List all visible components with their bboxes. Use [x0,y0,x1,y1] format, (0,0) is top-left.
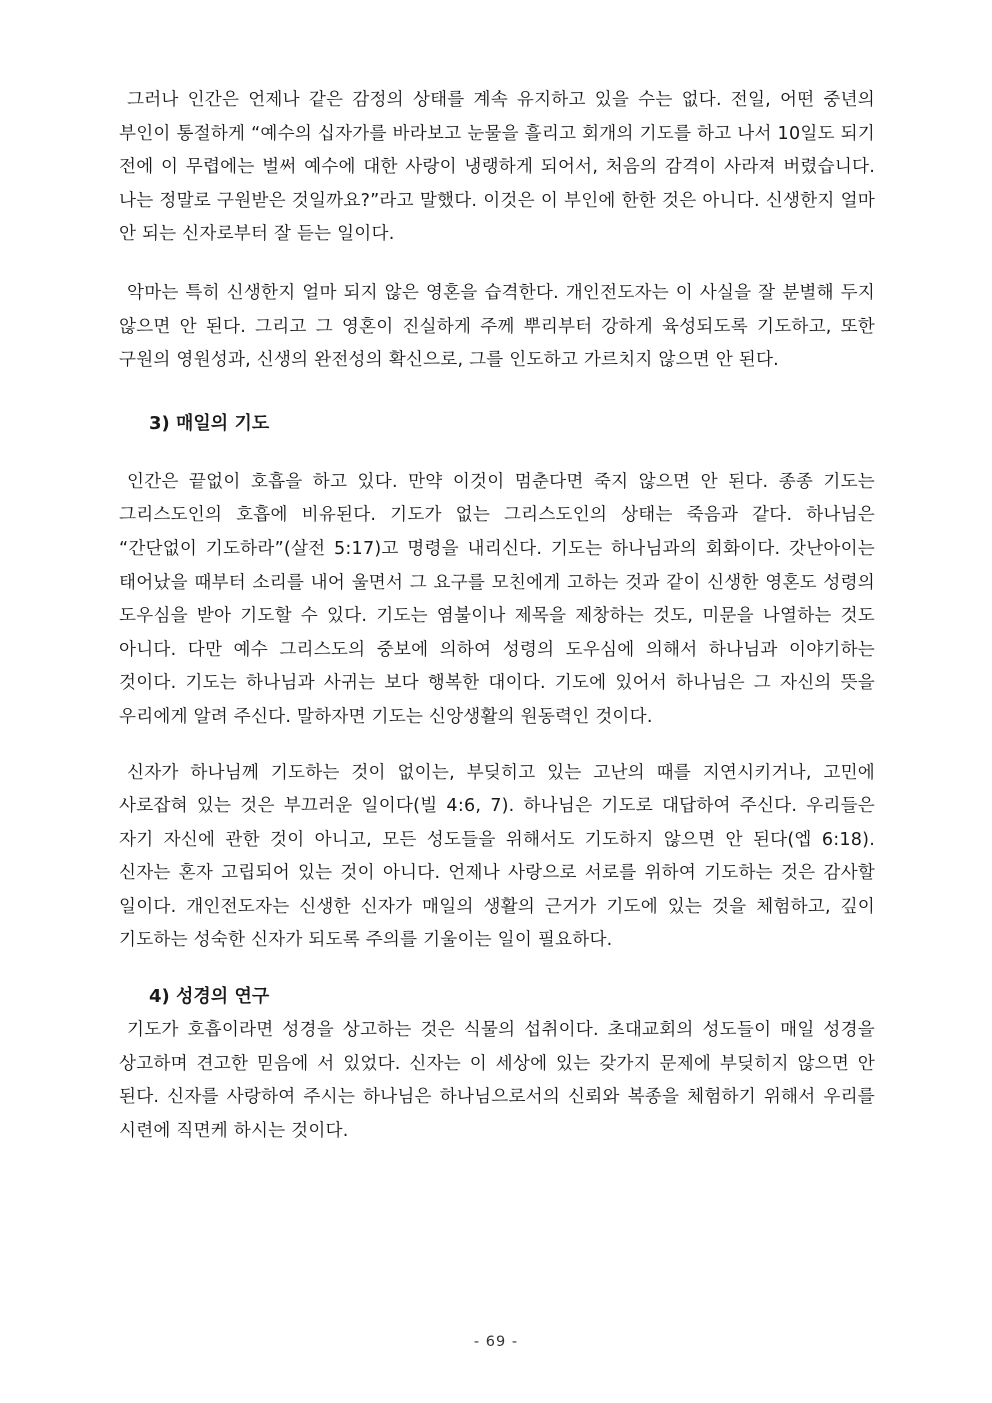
paragraph-bible-food: 기도가 호흡이라면 성경을 상고하는 것은 식물의 섭취이다. 초대교회의 성도들이 매일 성경을 상고하며 견고한 믿음에 서 있었다. 신자는 이 세상에 있는 갖가지 문제에 부딪히지 않으면 안 된다. 신자를 사랑하여 주시는 하나님은 하나님으로서의 신뢰와 복종을 체험하기 위해서 우리를 시련에 직면케 하시는 것이다. [119,1020,875,1141]
section-spacer [119,958,875,980]
paragraph-spacer [119,252,875,277]
paragraph-prayer-breathing: 인간은 끝없이 호흡을 하고 있다. 만약 이것이 멈춘다면 죽지 않으면 안 된다. 종종 기도는 그리스도인의 호흡에 비유된다. 기도가 없는 그리스도인의 상태는 죽음과 같다. 하나님은 “간단없이 기도하라”(살전 5:17)고 명령을 내리신다. 기도는 하나님과의 회화이다. 갓난아이는 태어났을 때부터 소리를 내어 울면서 그 요구를 모친에게 고하는 것과 같이 신생한 영혼도 성령의 도우심을 받아 기도할 수 있다. 기도는 염불이나 제목을 제창하는 것도, 미문을 나열하는 것도 아니다. 다만 예수 그리스도의 중보에 의하여 성령의 도우심에 의해서 하나님과 이야기하는 것이다. 기도는 하나님과 사귀는 보다 행복한 대이다. 기도에 있어서 하나님은 그 자신의 뜻을 우리에게 알려 주신다. 말하자면 기도는 신앙생활의 원동력인 것이다. [119,471,875,727]
paragraph-emotional-state: 그러나 인간은 언제나 같은 감정의 상태를 계속 유지하고 있을 수는 없다. 전일, 어떤 중년의 부인이 통절하게 “예수의 십자가를 바라보고 눈물을 흘리고 회개의 기도를 하고 나서 10일도 되기 전에 이 무렵에는 벌써 예수에 대한 사랑이 냉랭하게 되어서, 처음의 감격이 사라져 버렸습니다. 나는 정말로 구원받은 것일까요?”라고 말했다. 이것은 이 부인에 한한 것은 아니다. 신생한지 얼마 안 되는 신자로부터 잘 듣는 일이다. [119,90,875,245]
section-heading-bible-study: 4) 성경의 연구 [149,986,270,1008]
paragraph-intercession: 신자가 하나님께 기도하는 것이 없이는, 부딪히고 있는 고난의 때를 지연시키거나, 고민에 사로잡혀 있는 것은 부끄러운 일이다(빌 4:6, 7). 하나님은 기도로 대답하여 주신다. 우리들은 자기 자신에 관한 것이 아니고, 모든 성도들을 위해서도 기도하지 않으면 안 된다(엡 6:18). 신자는 혼자 고립되어 있는 것이 아니다. 언제나 사랑으로 서로를 위하여 기도하는 것은 감사할 일이다. 개인전도자는 신생한 신자가 매일의 생활의 근거가 기도에 있는 것을 체험하고, 깊이 기도하는 성숙한 신자가 되도록 주의를 기울이는 일이 필요하다. [119,762,875,951]
section-spacer [119,378,875,403]
section-spacer [119,441,875,466]
paragraph-spacer [119,735,875,757]
document-body [119,84,875,1148]
page-number: - 69 - [473,1334,519,1350]
paragraph-devil-attack: 악마는 특히 신생한지 얼마 되지 않은 영혼을 습격한다. 개인전도자는 이 사실을 잘 분별해 두지 않으면 안 된다. 그리고 그 영혼이 진실하게 주께 뿌리부터 강하게 육성되도록 기도하고, 또한 구원의 영원성과, 신생의 완전성의 확신으로, 그를 인도하고 가르치지 않으면 안 된다. [119,282,875,371]
section-heading-daily-prayer: 3) 매일의 기도 [149,412,270,434]
